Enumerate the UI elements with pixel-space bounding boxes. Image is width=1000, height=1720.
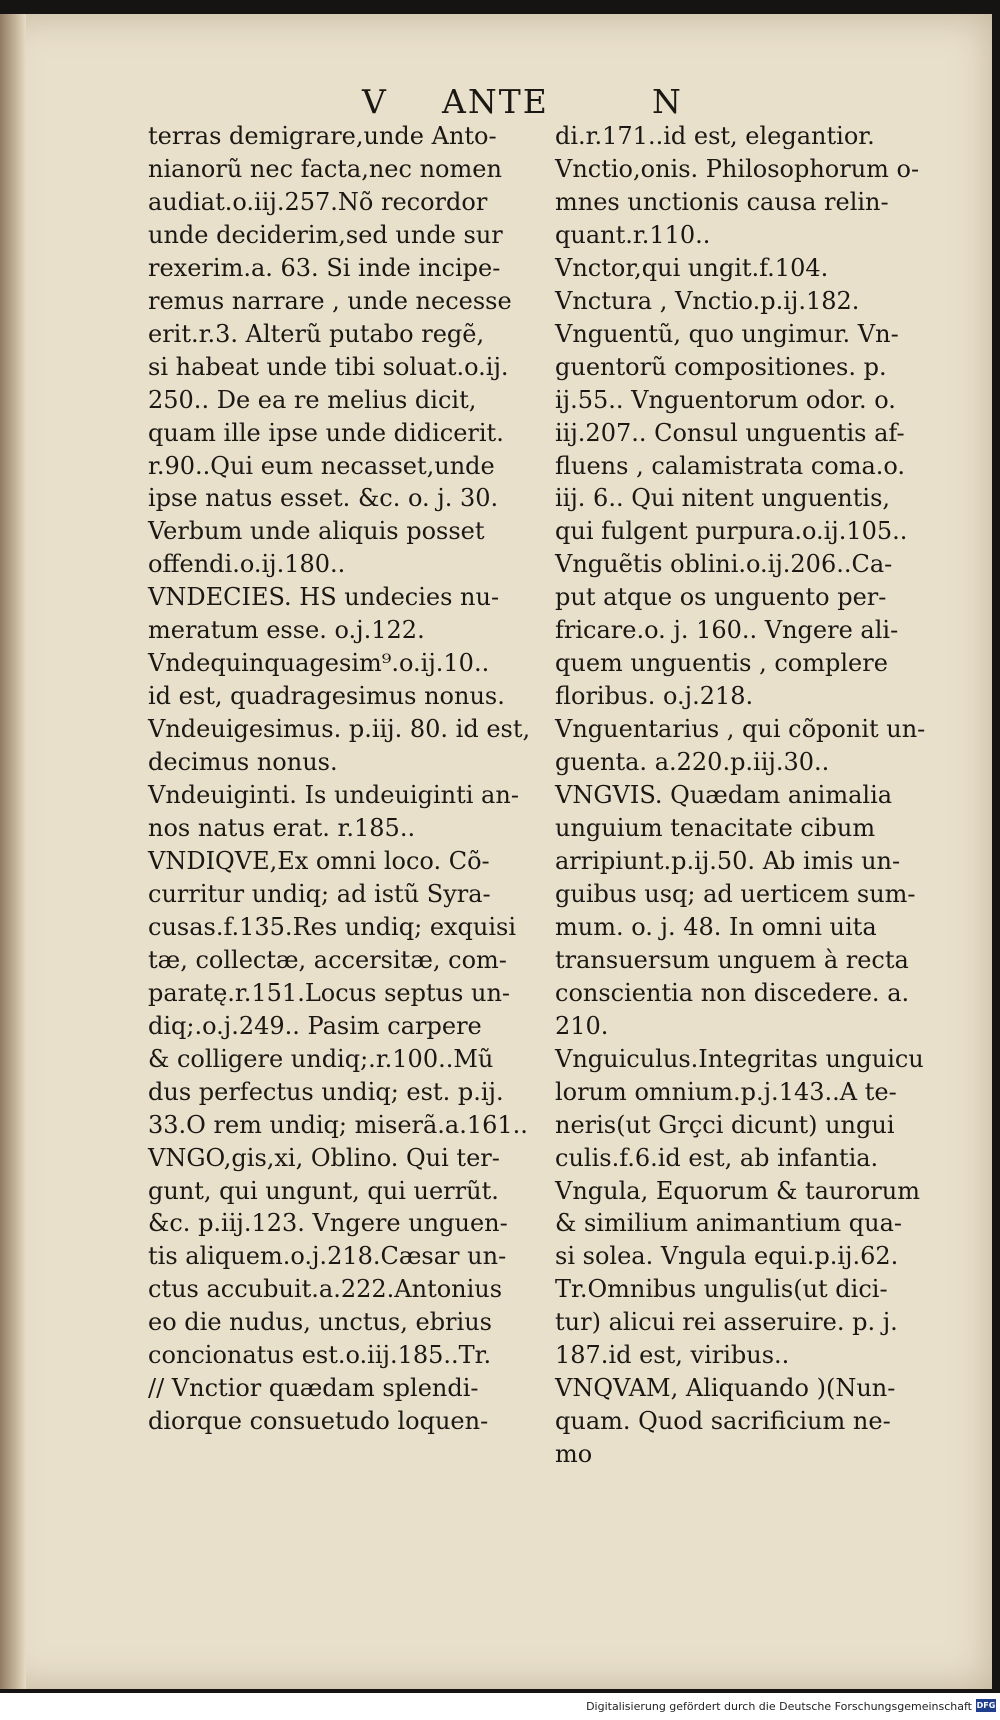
text-line: audiat.o.iij.257.Nõ recordor: [148, 187, 488, 216]
text-line: Vndequinquagesim⁹.o.ij.10..: [148, 649, 490, 678]
text-line: erit.r.3. Alterũ putabo regẽ,: [148, 319, 485, 348]
text-line: quem unguentis , complere: [555, 649, 888, 678]
text-line: VNGO,gis,xi, Oblino. Qui ter-: [148, 1143, 500, 1172]
text-line: & similium animantium qua-: [555, 1209, 902, 1238]
text-line: meratum esse. o.j.122.: [148, 616, 425, 645]
text-line: neris(ut Grçci dicunt) ungui: [555, 1110, 895, 1139]
text-line: Vnctor,qui ungit.f.104.: [555, 253, 829, 282]
text-line: fricare.o. j. 160.. Vngere ali-: [555, 616, 899, 645]
text-line: Vndeuiginti. Is undeuiginti an-: [148, 781, 519, 810]
text-line: guibus usq; ad uerticem sum-: [555, 879, 916, 908]
text-line: unguium tenacitate cibum: [555, 814, 876, 843]
text-line: Vnctura , Vnctio.p.ij.182.: [555, 286, 860, 315]
text-line: nos natus erat. r.185..: [148, 814, 416, 843]
text-line: paratę.r.151.Locus septus un-: [148, 978, 511, 1007]
text-line: Tr.Omnibus ungulis(ut dici-: [555, 1275, 888, 1304]
text-line: qui fulgent purpura.o.ij.105..: [555, 517, 908, 546]
dfg-logo: DFG: [976, 1701, 996, 1710]
text-line: diq;.o.j.249.. Pasim carpere: [148, 1011, 482, 1040]
text-line: tæ, collectæ, accersitæ, com-: [148, 945, 507, 974]
text-line: Vnguentarius , qui cõponit un-: [555, 715, 926, 744]
text-line: mum. o. j. 48. In omni uita: [555, 912, 877, 941]
text-line: & colligere undiq;.r.100..Mũ: [148, 1044, 494, 1073]
page-gutter: [0, 14, 26, 1689]
right-text-column: [555, 120, 975, 1471]
text-line: terras demigrare,unde Anto-: [148, 122, 497, 150]
text-line: Verbum unde aliquis posset: [148, 517, 485, 546]
text-line: offendi.o.ij.180..: [148, 550, 346, 579]
text-line: VNDECIES. HS undecies nu-: [148, 583, 500, 612]
text-line: remus narrare , unde necesse: [148, 286, 512, 315]
text-line: Vndeuigesimus. p.iij. 80. id est,: [148, 715, 531, 744]
text-line: 210.: [555, 1011, 609, 1040]
text-line: VNQVAM, Aliquando )(Nun-: [555, 1374, 896, 1403]
text-line: quant.r.110..: [555, 220, 711, 249]
text-line: si habeat unde tibi soluat.o.ij.: [148, 352, 509, 381]
text-line: ctus accubuit.a.222.Antonius: [148, 1275, 503, 1304]
text-line: nianorũ nec facta,nec nomen: [148, 154, 502, 183]
text-line: Vnguentũ, quo ungimur. Vn-: [555, 319, 899, 348]
text-line: 187.id est, viribus..: [555, 1341, 790, 1370]
text-line: Vngula, Equorum & taurorum: [555, 1176, 920, 1205]
text-line: dus perfectus undiq; est. p.ij.: [148, 1077, 504, 1106]
header-letter-right: N: [652, 82, 683, 121]
text-line: guentorũ compositiones. p.: [555, 352, 887, 381]
text-line: rexerim.a. 63. Si inde incipe-: [148, 253, 501, 282]
text-line: culis.f.6.id est, ab infantia.: [555, 1143, 879, 1172]
text-line: ipse natus esset. &c. o. j. 30.: [148, 484, 499, 513]
text-line: Vnguiculus.Integritas unguicu: [555, 1044, 924, 1073]
text-line: r.90..Qui eum necasset,unde: [148, 451, 495, 480]
text-line: curritur undiq; ad istũ Syra-: [148, 879, 491, 908]
text-line: tur) alicui rei asseruire. p. j.: [555, 1308, 898, 1337]
text-line: floribus. o.j.218.: [555, 682, 754, 711]
text-line: decimus nonus.: [148, 748, 338, 777]
text-line: iij.207.. Consul unguentis af-: [555, 418, 905, 447]
text-line: cusas.f.135.Res undiq; exquisi: [148, 912, 517, 941]
text-line: &c. p.iij.123. Vngere unguen-: [148, 1209, 508, 1238]
text-line: si solea. Vngula equi.p.ij.62.: [555, 1242, 899, 1271]
text-line: lorum omnium.p.j.143..A te-: [555, 1077, 897, 1106]
text-line: di.r.171..id est, elegantior.: [555, 122, 875, 150]
text-line: quam. Quod sacrificium ne-: [555, 1407, 891, 1436]
text-line: // Vnctior quædam splendi-: [148, 1374, 479, 1403]
text-line: put atque os unguento per-: [555, 583, 887, 612]
text-line: Vnguẽtis oblini.o.ij.206..Ca-: [555, 550, 893, 579]
text-line: guenta. a.220.p.iij.30..: [555, 748, 830, 777]
text-line: VNDIQVE,Ex omni loco. Cõ-: [148, 846, 490, 875]
text-line: quam ille ipse unde didicerit.: [148, 418, 504, 447]
text-line: Vnctio,onis. Philosophorum o-: [555, 154, 920, 183]
header-letter-left: V: [362, 82, 388, 121]
text-line: mo: [555, 1440, 593, 1469]
text-line: unde deciderim,sed unde sur: [148, 220, 503, 249]
text-line: tis aliquem.o.j.218.Cæsar un-: [148, 1242, 507, 1271]
text-line: 250.. De ea re melius dicit,: [148, 385, 477, 414]
text-line: gunt, qui ungunt, qui uerrũt.: [148, 1176, 499, 1205]
text-line: mnes unctionis causa relin-: [555, 187, 889, 216]
text-line: eo die nudus, unctus, ebrius: [148, 1308, 492, 1337]
left-text-column: [148, 120, 568, 1438]
digitization-footer: [0, 1693, 1000, 1720]
text-line: id est, quadragesimus nonus.: [148, 682, 505, 711]
text-line: VNGVIS. Quædam animalia: [555, 781, 893, 810]
header-ante: ANTE: [442, 82, 549, 121]
text-line: ij.55.. Vnguentorum odor. o.: [555, 385, 896, 414]
text-line: arripiunt.p.ij.50. Ab imis un-: [555, 846, 901, 875]
footer-credit: Digitalisierung gefördert durch die Deutsche Forschungsgemeinschaft: [586, 1700, 972, 1713]
text-line: diorque consuetudo loquen-: [148, 1407, 489, 1436]
text-line: fluens , calamistrata coma.o.: [555, 451, 906, 480]
text-line: conscientia non discedere. a.: [555, 978, 910, 1007]
text-line: 33.O rem undiq; miserã.a.161..: [148, 1110, 528, 1139]
text-line: transuersum unguem à recta: [555, 945, 909, 974]
text-line: concionatus est.o.iij.185..Tr.: [148, 1341, 492, 1370]
text-line: iij. 6.. Qui nitent unguentis,: [555, 484, 891, 513]
